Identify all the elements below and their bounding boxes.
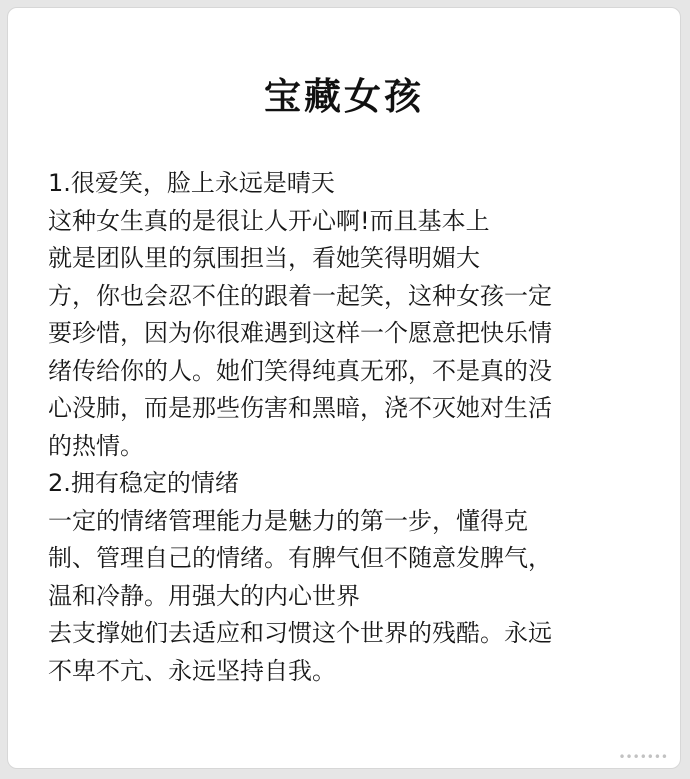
article-card [7,7,681,769]
text-line-13: 去支撑她们去适应和习惯这个世界的残酷。永远 [48,619,552,647]
text-line-4: 方，你也会忍不住的跟着一起笑，这种女孩一定 [48,281,552,310]
article-title: 宝藏女孩 [264,75,424,118]
article-body [48,168,668,693]
text-line-12: 温和冷静。用强大的内心世界 [48,581,360,610]
text-line-3: 就是团队里的氛围担当，看她笑得明媚大 [48,244,480,272]
text-line-1: 1.很爱笑，脸上永远是晴天 [48,169,335,197]
text-line-6: 绪传给你的人。她们笑得纯真无邪，不是真的没 [48,356,552,385]
watermark: ••••••• [618,750,668,764]
text-line-8: 的热情。 [48,431,144,460]
text-line-2: 这种女生真的是很让人开心啊!而且基本上 [48,206,490,235]
text-line-9: 2.拥有稳定的情绪 [48,469,239,497]
text-line-5: 要珍惜，因为你很难遇到这样一个愿意把快乐情 [48,319,552,347]
text-line-7: 心没肺，而是那些伤害和黑暗，浇不灭她对生活 [48,394,552,422]
text-line-11: 制、管理自己的情绪。有脾气但不随意发脾气， [48,544,552,572]
text-line-14: 不卑不亢、永远坚持自我。 [48,656,336,685]
text-line-10: 一定的情绪管理能力是魅力的第一步，懂得克 [48,506,528,535]
